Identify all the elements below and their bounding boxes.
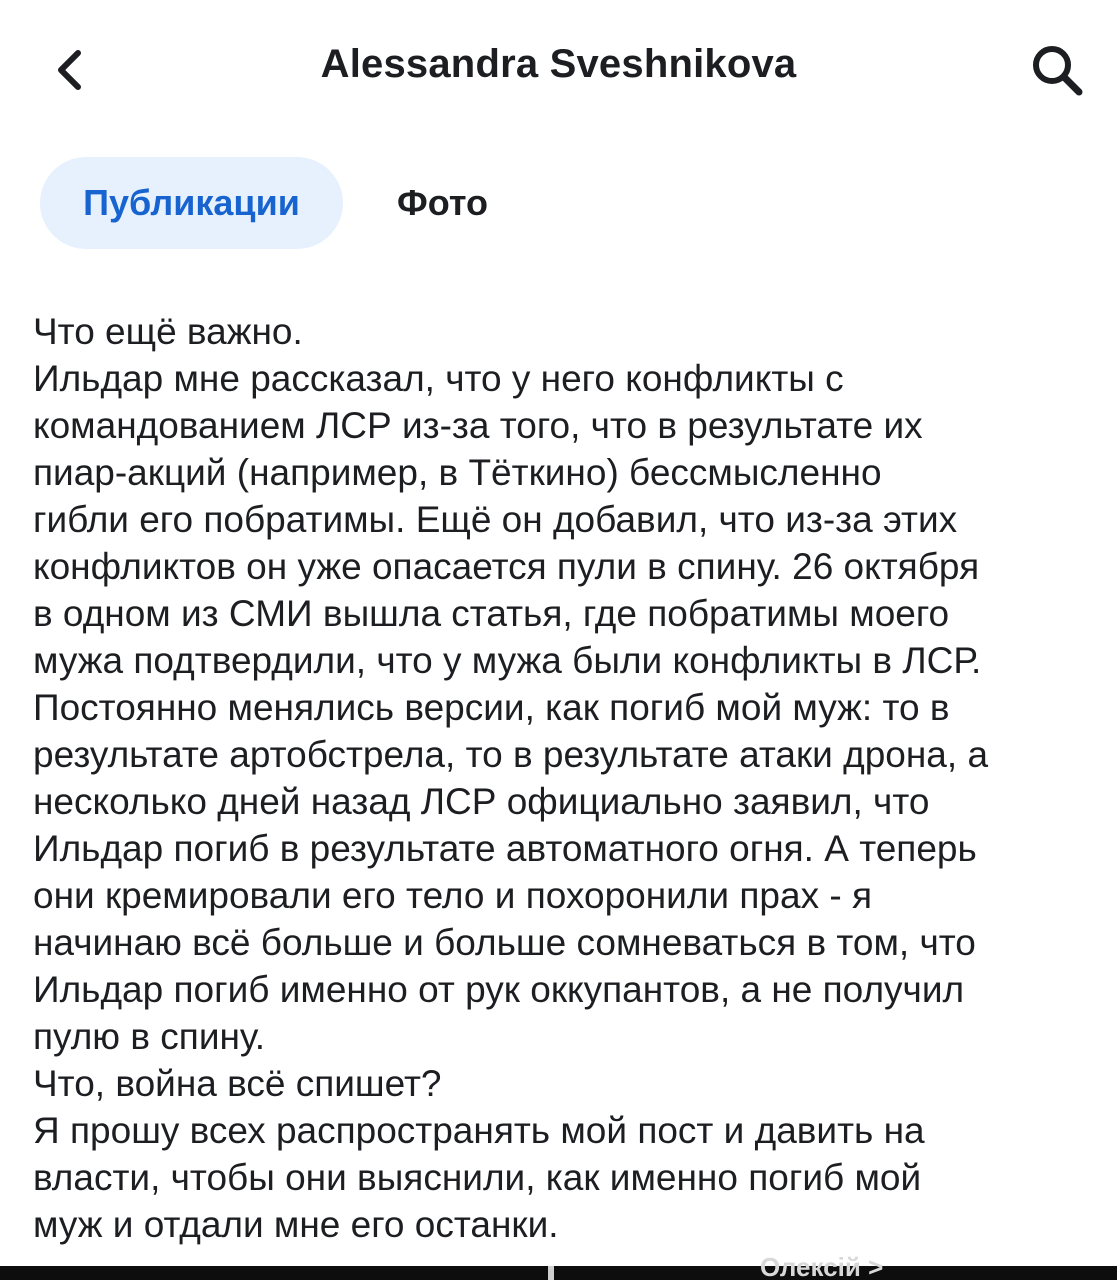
profile-tabs (40, 157, 542, 249)
page-title: Alessandra Sveshnikova (320, 42, 797, 86)
post-line: пиар-акций (например, в Тёткино) бессмысленно (33, 452, 882, 493)
post-line: муж и отдали мне его останки. (33, 1204, 559, 1245)
post-line: несколько дней назад ЛСР официально заявил, что (33, 781, 930, 822)
post-line: мужа подтвердили, что у мужа были конфликты в ЛСР. (33, 640, 982, 681)
post-line: Ильдар погиб именно от рук оккупантов, а не получил (33, 969, 965, 1010)
post-line: Ильдар погиб в результате автоматного огня. А теперь (33, 828, 977, 869)
post-line: гибли его побратимы. Ещё он добавил, что из-за этих (33, 499, 958, 540)
search-button[interactable] (1025, 38, 1089, 102)
post-line: власти, чтобы они выяснили, как именно погиб мой (33, 1157, 922, 1198)
post-line: Что, война всё спишет? (33, 1063, 442, 1104)
divider (548, 1266, 554, 1280)
post-line: конфликтов он уже опасается пули в спину. 26 октября (33, 546, 980, 587)
post-text (33, 308, 1093, 1248)
tab-photos[interactable]: Фото (397, 182, 488, 223)
tab-publications[interactable]: Публикации (40, 157, 343, 249)
peek-label[interactable]: Олексій > (760, 1252, 884, 1280)
post-line: пулю в спину. (33, 1016, 265, 1057)
top-bar (0, 0, 1117, 140)
post-line: Что ещё важно. (33, 311, 303, 352)
post-line: командованием ЛСР из-за того, что в результате их (33, 405, 923, 446)
post-line: результате артобстрела, то в результате атаки дрона, а (33, 734, 989, 775)
next-content-peek (0, 1252, 1117, 1280)
search-icon (1029, 42, 1085, 98)
post-line: начинаю всё больше и больше сомневаться в том, что (33, 922, 976, 963)
post-line: Ильдар мне рассказал, что у него конфликты с (33, 358, 844, 399)
post-line: в одном из СМИ вышла статья, где побратимы моего (33, 593, 950, 634)
post-line: Я прошу всех распространять мой пост и давить на (33, 1110, 925, 1151)
post-line: они кремировали его тело и похоронили прах - я (33, 875, 872, 916)
post-line: Постоянно менялись версии, как погиб мой муж: то в (33, 687, 950, 728)
